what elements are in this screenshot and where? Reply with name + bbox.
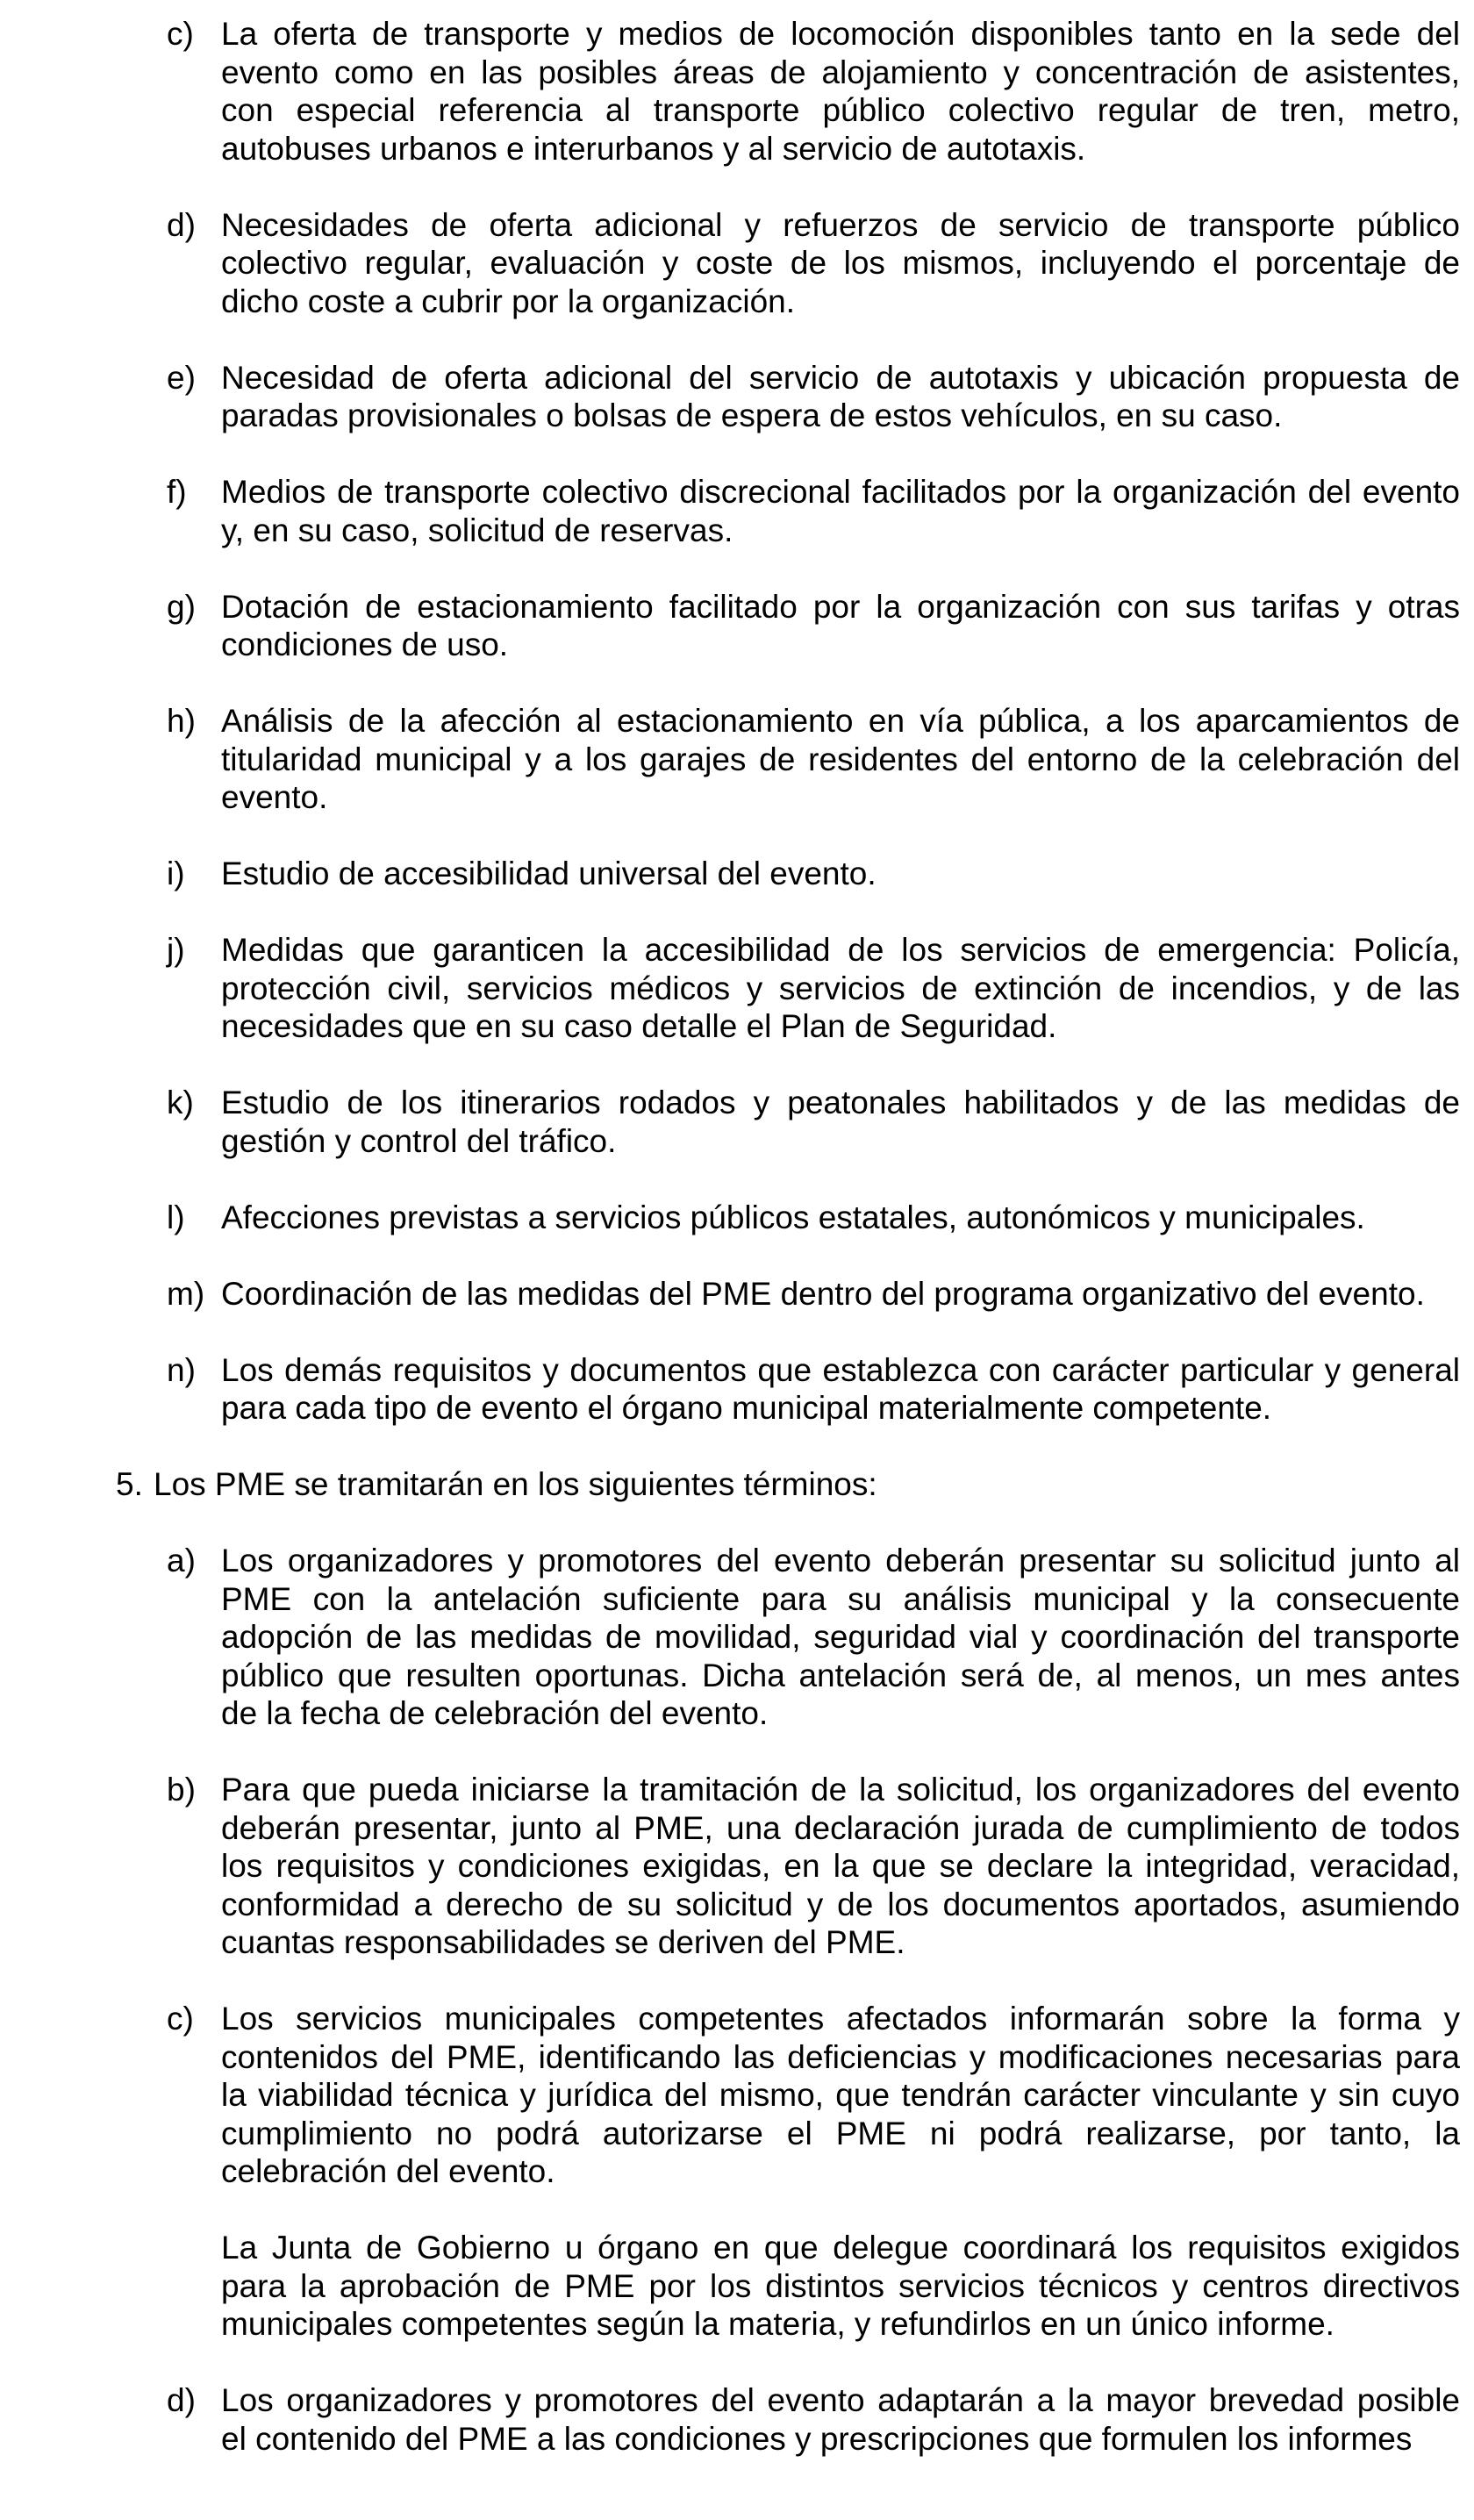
sub-item-d-label: d) [167,2382,196,2418]
text-line: Los organizadores y promotores del evento deberán presentar su solicitud junto al [221,1543,1460,1579]
section-5-body [154,1465,1474,1504]
text-line: Estudio de accesibilidad universal del evento. [221,856,877,891]
list-item-m [0,1275,1474,1314]
text-line: cuantas responsabilidades se deriven del PME. [221,1924,905,1960]
list-item-m-body [221,1275,1460,1314]
sub-item-b-label: b) [167,1772,196,1808]
list-item-f [0,473,1474,549]
list-item-j [0,931,1474,1046]
sub-item-a-label: a) [167,1543,196,1579]
sub-item-c-body [221,2000,1460,2191]
list-item-k [0,1084,1474,1160]
list-item-e-label: e) [167,359,196,396]
list-item-d-body [221,206,1460,321]
text-line: y, en su caso, solicitud de reservas. [221,512,733,548]
text-line: condiciones de uso. [221,626,509,662]
list-item-l-label: l) [167,1199,185,1235]
sub-item-d-body [221,2381,1460,2458]
sub-item-b [0,1771,1474,1962]
list-item-j-body [221,931,1460,1046]
sub-item-c [0,2000,1474,2191]
text-line: público que resulten oportunas. Dicha antelación será de, al menos, un mes antes [221,1657,1460,1693]
text-line: gestión y control del tráfico. [221,1122,617,1159]
text-line: Los organizadores y promotores del evento adaptarán a la mayor brevedad posible [221,2382,1460,2418]
list-item-l-body [221,1199,1460,1237]
list-item-e [0,359,1474,435]
list-item-k-label: k) [167,1085,194,1120]
text-line: Necesidades de oferta adicional y refuerzos de servicio de transporte público [221,206,1460,243]
text-line: protección civil, servicios médicos y servicios de extinción de incendios, y de las [221,970,1460,1006]
sub-item-c-label: c) [167,2001,194,2037]
text-line: evento como en las posibles áreas de alojamiento y concentración de asistentes, [221,54,1460,90]
continuation-paragraph-body [221,2229,1460,2344]
text-line: colectivo regular, evaluación y coste de los mismos, incluyendo el porcentaje de [221,245,1460,281]
text-line: Los servicios municipales competentes afectados informarán sobre la forma y [221,2001,1460,2037]
list-item-e-body [221,359,1460,435]
list-item-g-body [221,588,1460,664]
text-line: deberán presentar, junto al PME, una declaración jurada de cumplimiento de todos [221,1809,1460,1846]
text-line: Coordinación de las medidas del PME dentro del programa organizativo del evento. [221,1275,1425,1312]
text-line: con especial referencia al transporte público colectivo regular de tren, metro, [221,92,1460,128]
list-item-l [0,1199,1474,1237]
text-line: Afecciones previstas a servicios públicos estatales, autonómicos y municipales. [221,1199,1365,1235]
text-line: autobuses urbanos e interurbanos y al servicio de autotaxis. [221,130,1086,167]
list-item-h-label: h) [167,703,196,739]
text-line: Dotación de estacionamiento facilitado por la organización con sus tarifas y otras [221,588,1460,625]
text-line: conformidad a derecho de su solicitud y de los documentos aportados, asumiendo [221,1886,1460,1922]
list-item-h-body [221,702,1460,817]
text-line: Medios de transporte colectivo discrecional facilitados por la organización del evento [221,474,1460,510]
text-line: Estudio de los itinerarios rodados y peatonales habilitados y de las medidas de [221,1085,1460,1120]
text-line: PME con la antelación suficiente para su análisis municipal y la consecuente [221,1580,1460,1617]
continuation-paragraph [0,2229,1474,2344]
text-line: para cada tipo de evento el órgano municipal materialmente competente. [221,1390,1272,1426]
list-item-c-label: c) [167,16,194,52]
text-line: adopción de las medidas de movilidad, seguridad vial y coordinación del transporte [221,1619,1460,1655]
text-line: Los PME se tramitarán en los siguientes términos: [154,1466,877,1502]
list-item-g [0,588,1474,664]
text-line: Los demás requisitos y documentos que establezca con carácter particular y general [221,1351,1460,1388]
text-line: necesidades que en su caso detalle el Plan de Seguridad. [221,1008,1057,1044]
list-item-i [0,855,1474,893]
section-5 [0,1465,1474,1504]
list-item-j-label: j) [167,932,185,968]
list-item-d [0,206,1474,321]
text-line: cumplimiento no podrá autorizarse el PME ni podrá realizarse, por tanto, la [221,2115,1460,2151]
text-line: Medidas que garanticen la accesibilidad de los servicios de emergencia: Policía, [221,932,1460,968]
list-item-n [0,1351,1474,1428]
text-line: dicho coste a cubrir por la organización. [221,283,796,319]
text-line: municipales competentes según la materia, y refundirlos en un único informe. [221,2306,1334,2342]
text-line: los requisitos y condiciones exigidas, en la que se declare la integridad, veracidad, [221,1848,1460,1884]
text-line: Análisis de la afección al estacionamiento en vía pública, a los aparcamientos de [221,703,1460,739]
list-item-k-body [221,1084,1460,1160]
section-5-label: 5. [116,1466,143,1502]
list-item-h [0,702,1474,817]
text-line: evento. [221,779,328,815]
text-line: el contenido del PME a las condiciones y prescripciones que formulen los informes [221,2420,1413,2457]
list-item-f-body [221,473,1460,549]
list-item-d-label: d) [167,206,196,243]
document-content [0,15,1474,2496]
list-item-f-label: f) [167,474,187,510]
text-line: titularidad municipal y a los garajes de residentes del entorno de la celebración del [221,741,1460,777]
list-item-c-body [221,15,1460,168]
list-item-n-body [221,1351,1460,1428]
text-line: La oferta de transporte y medios de locomoción disponibles tanto en la sede del [221,16,1460,52]
sub-item-d [0,2381,1474,2458]
text-line: Para que pueda iniciarse la tramitación de la solicitud, los organizadores del evento [221,1772,1460,1808]
text-line: Necesidad de oferta adicional del servicio de autotaxis y ubicación propuesta de [221,359,1460,396]
sub-item-b-body [221,1771,1460,1962]
text-line: La Junta de Gobierno u órgano en que delegue coordinará los requisitos exigidos [221,2230,1460,2266]
list-item-m-label: m) [167,1275,205,1312]
sub-item-a [0,1542,1474,1733]
list-item-n-label: n) [167,1351,196,1388]
list-item-i-label: i) [167,856,185,891]
text-line: para la aprobación de PME por los distintos servicios técnicos y centros directivos [221,2267,1460,2304]
text-line: de la fecha de celebración del evento. [221,1695,769,1731]
text-line: la viabilidad técnica y jurídica del mismo, que tendrán carácter vinculante y sin cuyo [221,2077,1460,2113]
list-item-c [0,15,1474,168]
text-line: contenidos del PME, identificando las deficiencias y modificaciones necesarias para [221,2038,1460,2075]
text-line: celebración del evento. [221,2153,555,2189]
text-line: paradas provisionales o bolsas de espera de estos vehículos, en su caso. [221,397,1283,433]
list-item-i-body [221,855,1460,893]
sub-item-a-body [221,1542,1460,1733]
list-item-g-label: g) [167,588,196,625]
